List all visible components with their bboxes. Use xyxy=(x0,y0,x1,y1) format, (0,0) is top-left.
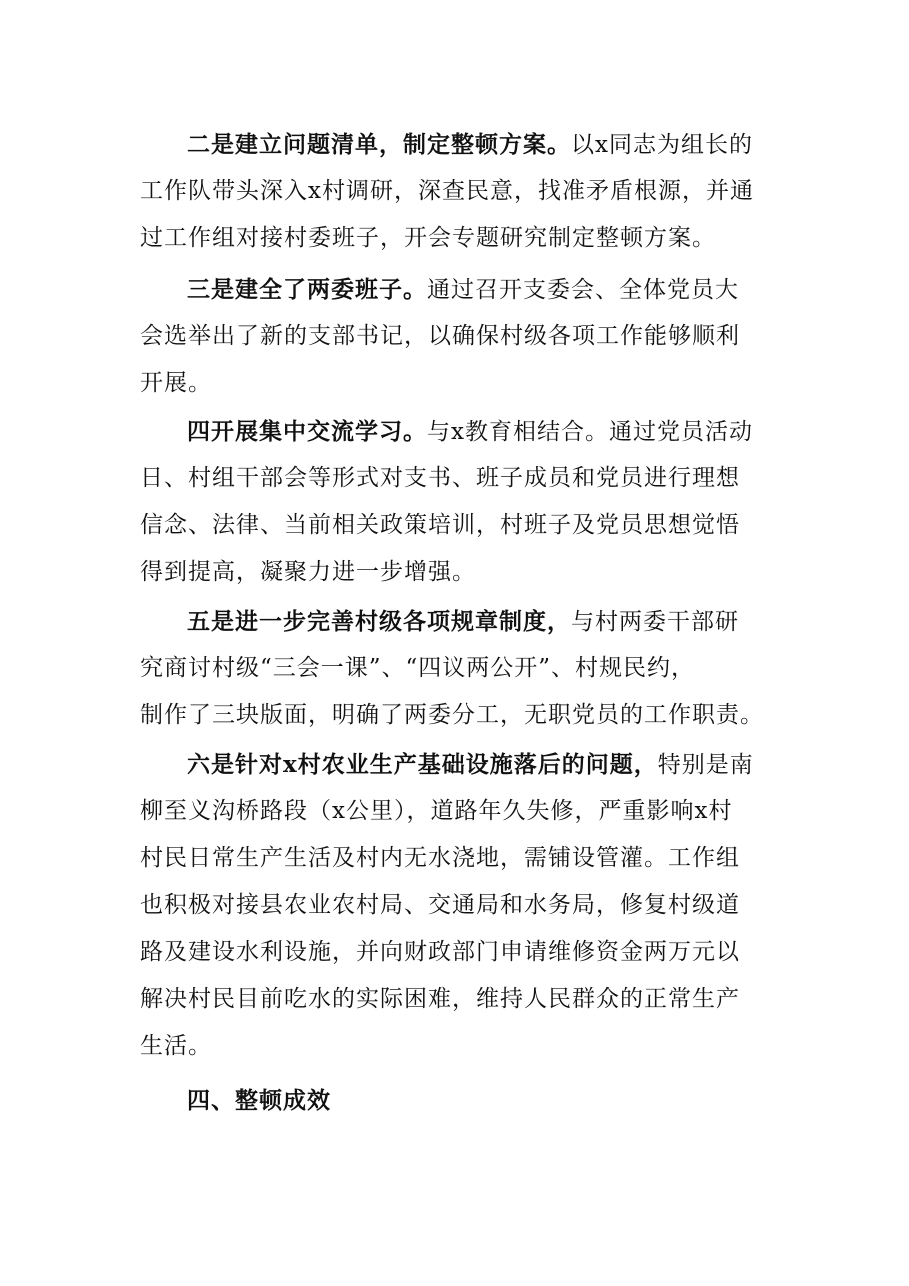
paragraph-4-line: 信念、法律、当前相关政策培训，村班子及党员思想觉悟 xyxy=(140,512,740,538)
paragraph-2-text: 以x同志为组长的 xyxy=(571,132,753,158)
paragraph-4-line: 得到提高，凝聚力进一步增强。 xyxy=(140,559,476,585)
paragraph-2 xyxy=(140,121,780,262)
paragraph-6-line: 也积极对接县农业农村局、交通局和水务局，修复村级道 xyxy=(140,892,740,918)
paragraph-6-lead: 六是针对x村农业生产基础设施落后的问题， xyxy=(187,751,658,778)
paragraph-3-lead: 三是建全了两委班子。 xyxy=(187,276,427,303)
paragraph-2-line: 过工作组对接村委班子，开会专题研究制定整顿方案。 xyxy=(140,225,716,251)
paragraph-6-line: 生活。 xyxy=(140,1033,212,1059)
paragraph-4-text: 与x教育相结合。通过党员活动 xyxy=(427,419,753,445)
paragraph-6-line: 解决村民目前吃水的实际困难，维持人民群众的正常生产 xyxy=(140,986,740,1012)
paragraph-6-line: 路及建设水利设施，并向财政部门申请维修资金两万元以 xyxy=(140,939,740,965)
paragraph-3-line: 会选举出了新的支部书记，以确保村级各项工作能够顺利 xyxy=(140,323,740,349)
paragraph-6-text: 特别是南 xyxy=(657,752,754,778)
paragraph-4-lead: 四开展集中交流学习。 xyxy=(187,418,427,445)
paragraph-5-line: 制作了三块版面，明确了两委分工，无职党员的工作职责。 xyxy=(140,702,764,728)
paragraph-5-line: 究商讨村级“三会一课”、“四议两公开”、村规民约， xyxy=(140,655,696,681)
paragraph-6-line: 村民日常生产生活及村内无水浇地，需铺设管灌。工作组 xyxy=(140,845,740,871)
paragraph-5 xyxy=(140,598,780,739)
paragraph-4-line: 日、村组干部会等形式对支书、班子成员和党员进行理想 xyxy=(140,465,740,491)
paragraph-5-lead: 五是进一步完善村级各项规章制度， xyxy=(187,608,571,635)
paragraph-6-line: 柳至义沟桥路段（x公里），道路年久失修，严重影响x村 xyxy=(140,798,733,824)
paragraph-5-text: 与村两委干部研 xyxy=(571,609,739,635)
paragraph-2-lead: 二是建立问题清单，制定整顿方案。 xyxy=(187,131,571,158)
paragraph-4 xyxy=(140,408,780,596)
paragraph-3 xyxy=(140,266,780,407)
paragraph-2-line: 工作队带头深入x村调研，深查民意，找准矛盾根源，并通 xyxy=(140,178,754,204)
section-heading: 四、整顿成效 xyxy=(187,1087,331,1114)
paragraph-6 xyxy=(140,741,780,1070)
paragraph-3-line: 开展。 xyxy=(140,370,212,396)
paragraph-3-text: 通过召开支委会、全体党员大 xyxy=(427,277,739,303)
